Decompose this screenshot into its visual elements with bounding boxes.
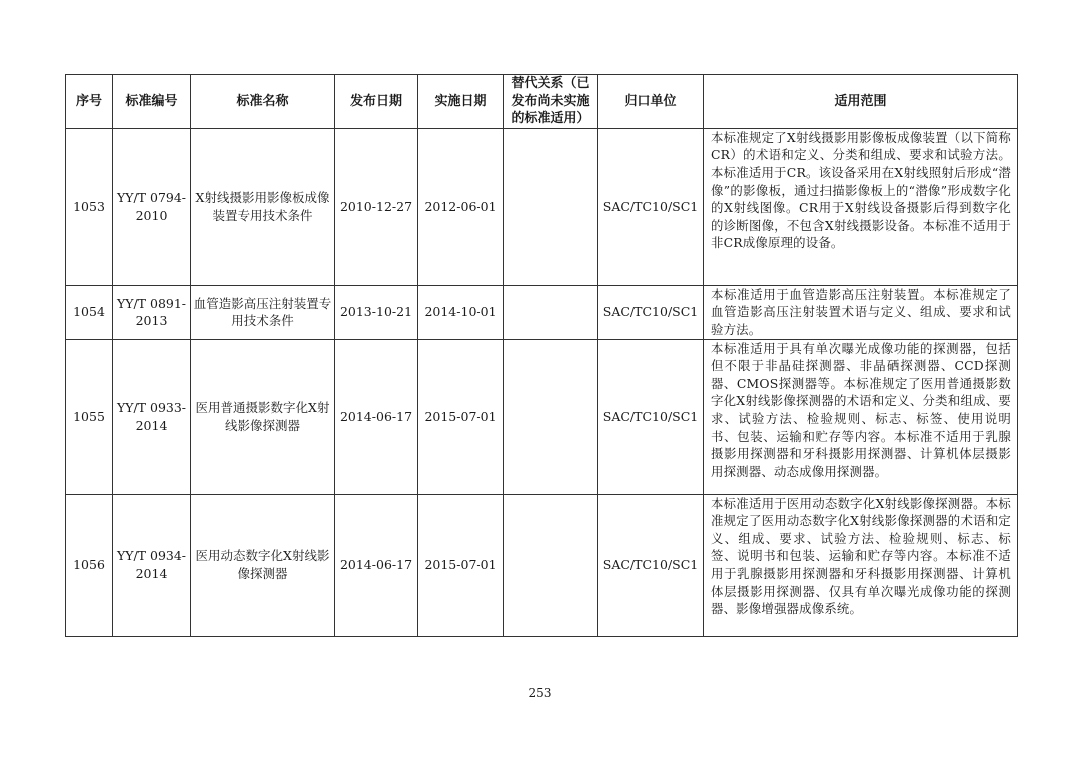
cell-effective-date: 2015-07-01 [418, 494, 504, 636]
header-seq: 序号 [66, 75, 113, 129]
cell-unit: SAC/TC10/SC1 [598, 285, 704, 339]
header-publish-date: 发布日期 [335, 75, 418, 129]
cell-publish-date: 2014-06-17 [335, 339, 418, 494]
cell-replace [504, 494, 598, 636]
cell-seq: 1056 [66, 494, 113, 636]
cell-publish-date: 2013-10-21 [335, 285, 418, 339]
cell-scope: 本标准适用于具有单次曝光成像功能的探测器，包括但不限于非晶硅探测器、非晶硒探测器、CCD探测器、CMOS探测器等。本标准规定了医用普通摄影数字化X射线影像探测器的术语和定义、分类和组成、要求、试验方法、检验规则、标志、标签、使用说明书、包装、运输和贮存等内容。本标准不适用于乳腺摄影用探测器和牙科摄影用探测器、计算机体层摄影用探测器、动态成像用探测器。 [704, 339, 1018, 494]
cell-effective-date: 2015-07-01 [418, 339, 504, 494]
cell-seq: 1055 [66, 339, 113, 494]
table-row [66, 128, 1018, 285]
cell-code: YY/T 0934-2014 [113, 494, 191, 636]
cell-code: YY/T 0794-2010 [113, 128, 191, 285]
header-replace: 替代关系（已发布尚未实施的标准适用） [504, 75, 598, 129]
header-name: 标准名称 [191, 75, 335, 129]
header-effective-date: 实施日期 [418, 75, 504, 129]
cell-name: 血管造影高压注射装置专用技术条件 [191, 285, 335, 339]
cell-publish-date: 2014-06-17 [335, 494, 418, 636]
standards-table [65, 74, 1018, 637]
cell-name: 医用动态数字化X射线影像探测器 [191, 494, 335, 636]
page-number: 253 [528, 686, 552, 700]
header-code: 标准编号 [113, 75, 191, 129]
cell-publish-date: 2010-12-27 [335, 128, 418, 285]
cell-scope: 本标准适用于医用动态数字化X射线影像探测器。本标准规定了医用动态数字化X射线影像探测器的术语和定义、组成、要求、试验方法、检验规则、标志、标签、说明书和包装、运输和贮存等内容。本标准不适用于乳腺摄影用探测器和牙科摄影用探测器、计算机体层摄影用探测器、仅具有单次曝光成像功能的探测器、影像增强器成像系统。 [704, 494, 1018, 636]
cell-unit: SAC/TC10/SC1 [598, 494, 704, 636]
cell-scope: 本标准适用于血管造影高压注射装置。本标准规定了血管造影高压注射装置术语与定义、组成、要求和试验方法。 [704, 285, 1018, 339]
cell-name: X射线摄影用影像板成像装置专用技术条件 [191, 128, 335, 285]
cell-seq: 1054 [66, 285, 113, 339]
cell-replace [504, 285, 598, 339]
table-row [66, 494, 1018, 636]
cell-scope: 本标准规定了X射线摄影用影像板成像装置（以下简称CR）的术语和定义、分类和组成、要求和试验方法。本标准适用于CR。该设备采用在X射线照射后形成“潜像”的影像板，通过扫描影像板上的“潜像”形成数字化的X射线图像。CR用于X射线设备摄影后得到数字化的诊断图像，不包含X射线摄影设备。本标准不适用于非CR成像原理的设备。 [704, 128, 1018, 285]
cell-unit: SAC/TC10/SC1 [598, 128, 704, 285]
header-unit: 归口单位 [598, 75, 704, 129]
table-row [66, 285, 1018, 339]
table-header-row [66, 75, 1018, 129]
cell-name: 医用普通摄影数字化X射线影像探测器 [191, 339, 335, 494]
cell-effective-date: 2014-10-01 [418, 285, 504, 339]
cell-replace [504, 339, 598, 494]
cell-code: YY/T 0933-2014 [113, 339, 191, 494]
header-scope: 适用范围 [704, 75, 1018, 129]
cell-unit: SAC/TC10/SC1 [598, 339, 704, 494]
cell-replace [504, 128, 598, 285]
cell-code: YY/T 0891-2013 [113, 285, 191, 339]
cell-effective-date: 2012-06-01 [418, 128, 504, 285]
table-row [66, 339, 1018, 494]
cell-seq: 1053 [66, 128, 113, 285]
